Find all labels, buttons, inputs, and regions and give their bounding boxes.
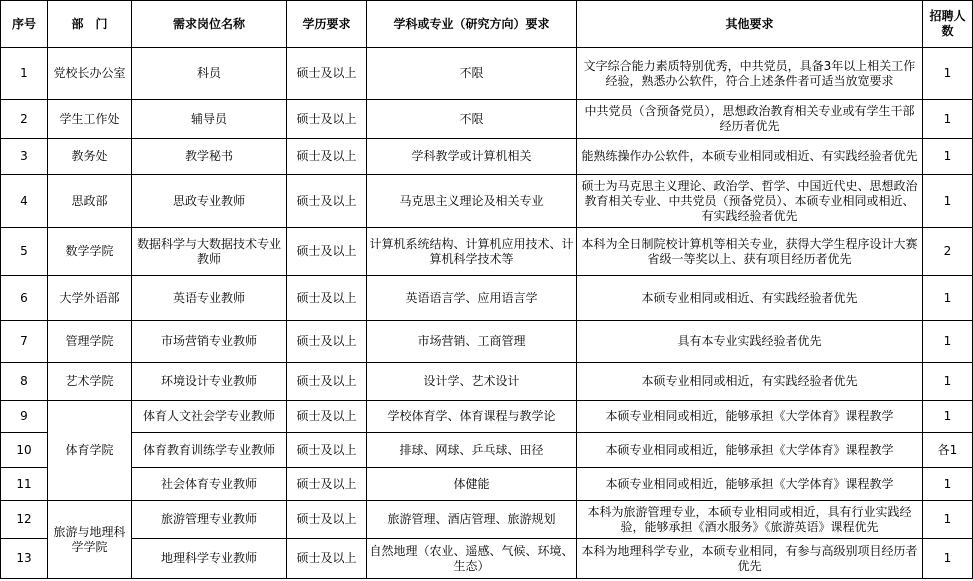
cell-dept: 体育学院 (48, 401, 132, 501)
cell-edu: 硕士及以上 (287, 501, 367, 539)
cell-no: 2 (1, 100, 48, 139)
cell-major: 不限 (367, 48, 577, 100)
cell-dept: 数学学院 (48, 228, 132, 276)
header-major: 学科或专业（研究方向）要求 (367, 1, 577, 48)
cell-count: 1 (923, 468, 973, 501)
header-row (1, 1, 973, 48)
cell-position: 体育教育训练学专业教师 (132, 433, 287, 468)
cell-major: 市场营销、工商管理 (367, 321, 577, 363)
cell-no: 4 (1, 175, 48, 228)
cell-count: 2 (923, 228, 973, 276)
cell-count: 1 (923, 48, 973, 100)
cell-position: 旅游管理专业教师 (132, 501, 287, 539)
cell-dept: 思政部 (48, 175, 132, 228)
cell-edu: 硕士及以上 (287, 539, 367, 579)
table-row (1, 363, 973, 401)
cell-major: 学校体育学、体育课程与教学论 (367, 401, 577, 433)
cell-no: 1 (1, 48, 48, 100)
cell-major: 设计学、艺术设计 (367, 363, 577, 401)
cell-dept: 旅游与地理科学学院 (48, 501, 132, 579)
cell-major: 排球、网球、乒乓球、田径 (367, 433, 577, 468)
cell-position: 英语专业教师 (132, 276, 287, 321)
cell-position: 数据科学与大数据技术专业教师 (132, 228, 287, 276)
header-no: 序号 (1, 1, 48, 48)
cell-dept: 管理学院 (48, 321, 132, 363)
cell-position: 体育人文社会学专业教师 (132, 401, 287, 433)
cell-dept: 教务处 (48, 139, 132, 175)
cell-position: 地理科学专业教师 (132, 539, 287, 579)
cell-other: 本硕专业相同或相近、有实践经验者优先 (577, 276, 923, 321)
cell-major: 英语语言学、应用语言学 (367, 276, 577, 321)
table-row (1, 468, 973, 501)
cell-other: 能熟练操作办公软件，本硕专业相同或相近、有实践经验者优先 (577, 139, 923, 175)
cell-other: 中共党员（含预备党员），思想政治教育相关专业或有学生干部经历者优先 (577, 100, 923, 139)
cell-edu: 硕士及以上 (287, 321, 367, 363)
cell-edu: 硕士及以上 (287, 401, 367, 433)
cell-count: 1 (923, 276, 973, 321)
cell-edu: 硕士及以上 (287, 363, 367, 401)
cell-position: 环境设计专业教师 (132, 363, 287, 401)
cell-no: 11 (1, 468, 48, 501)
header-position: 需求岗位名称 (132, 1, 287, 48)
cell-position: 社会体育专业教师 (132, 468, 287, 501)
cell-edu: 硕士及以上 (287, 433, 367, 468)
table-row (1, 321, 973, 363)
cell-count: 1 (923, 401, 973, 433)
cell-other: 硕士为马克思主义理论、政治学、哲学、中国近代史、思想政治教育相关专业、中共党员（预备党员）、本硕专业相同或相近、有实践经验者优先 (577, 175, 923, 228)
cell-count: 1 (923, 100, 973, 139)
cell-count: 1 (923, 363, 973, 401)
cell-dept: 学生工作处 (48, 100, 132, 139)
cell-no: 6 (1, 276, 48, 321)
table-row (1, 228, 973, 276)
cell-count: 1 (923, 175, 973, 228)
table-row (1, 501, 973, 539)
cell-other: 本硕专业相同或相近，能够承担《大学体育》课程教学 (577, 401, 923, 433)
cell-edu: 硕士及以上 (287, 276, 367, 321)
cell-no: 13 (1, 539, 48, 579)
cell-no: 8 (1, 363, 48, 401)
header-count: 招聘人数 (923, 1, 973, 48)
cell-count: 1 (923, 539, 973, 579)
cell-edu: 硕士及以上 (287, 228, 367, 276)
table-row (1, 433, 973, 468)
cell-count: 1 (923, 321, 973, 363)
cell-no: 5 (1, 228, 48, 276)
cell-other: 具有本专业实践经验者优先 (577, 321, 923, 363)
cell-major: 旅游管理、酒店管理、旅游规划 (367, 501, 577, 539)
cell-other: 本科为旅游管理专业，本硕专业相同或相近，具有行业实践经验，能够承担《酒水服务》《旅游英语》课程优先 (577, 501, 923, 539)
cell-major: 体健能 (367, 468, 577, 501)
cell-other: 文字综合能力素质特别优秀，中共党员，具备3年以上相关工作经验，熟悉办公软件，符合上述条件者可适当放宽要求 (577, 48, 923, 100)
cell-major: 不限 (367, 100, 577, 139)
cell-major: 马克思主义理论及相关专业 (367, 175, 577, 228)
cell-other: 本硕专业相同或相近，有实践经验者优先 (577, 363, 923, 401)
cell-no: 12 (1, 501, 48, 539)
cell-dept: 党校长办公室 (48, 48, 132, 100)
cell-major: 自然地理（农业、遥感、气候、环境、生态） (367, 539, 577, 579)
table-row (1, 48, 973, 100)
table-row (1, 139, 973, 175)
table-row (1, 539, 973, 579)
cell-edu: 硕士及以上 (287, 139, 367, 175)
cell-count: 1 (923, 139, 973, 175)
cell-position: 思政专业教师 (132, 175, 287, 228)
cell-count: 各1 (923, 433, 973, 468)
cell-edu: 硕士及以上 (287, 175, 367, 228)
header-dept: 部 门 (48, 1, 132, 48)
table-row (1, 175, 973, 228)
cell-no: 10 (1, 433, 48, 468)
cell-position: 教学秘书 (132, 139, 287, 175)
cell-other: 本科为全日制院校计算机等相关专业，获得大学生程序设计大赛省级一等奖以上、获有项目经历者优先 (577, 228, 923, 276)
cell-edu: 硕士及以上 (287, 468, 367, 501)
cell-dept: 大学外语部 (48, 276, 132, 321)
header-other: 其他要求 (577, 1, 923, 48)
table-row (1, 276, 973, 321)
cell-major: 计算机系统结构、计算机应用技术、计算机科学技术等 (367, 228, 577, 276)
cell-other: 本科为地理科学专业，本硕专业相同，有参与高级别项目经历者优先 (577, 539, 923, 579)
table-row (1, 100, 973, 139)
header-edu: 学历要求 (287, 1, 367, 48)
cell-other: 本硕专业相同或相近，能够承担《大学体育》课程教学 (577, 468, 923, 501)
table-row (1, 401, 973, 433)
cell-position: 市场营销专业教师 (132, 321, 287, 363)
cell-position: 辅导员 (132, 100, 287, 139)
cell-no: 7 (1, 321, 48, 363)
cell-count: 1 (923, 501, 973, 539)
cell-dept: 艺术学院 (48, 363, 132, 401)
cell-major: 学科教学或计算机相关 (367, 139, 577, 175)
cell-position: 科员 (132, 48, 287, 100)
cell-no: 9 (1, 401, 48, 433)
cell-no: 3 (1, 139, 48, 175)
cell-other: 本硕专业相同或相近，能够承担《大学体育》课程教学 (577, 433, 923, 468)
cell-edu: 硕士及以上 (287, 100, 367, 139)
cell-edu: 硕士及以上 (287, 48, 367, 100)
